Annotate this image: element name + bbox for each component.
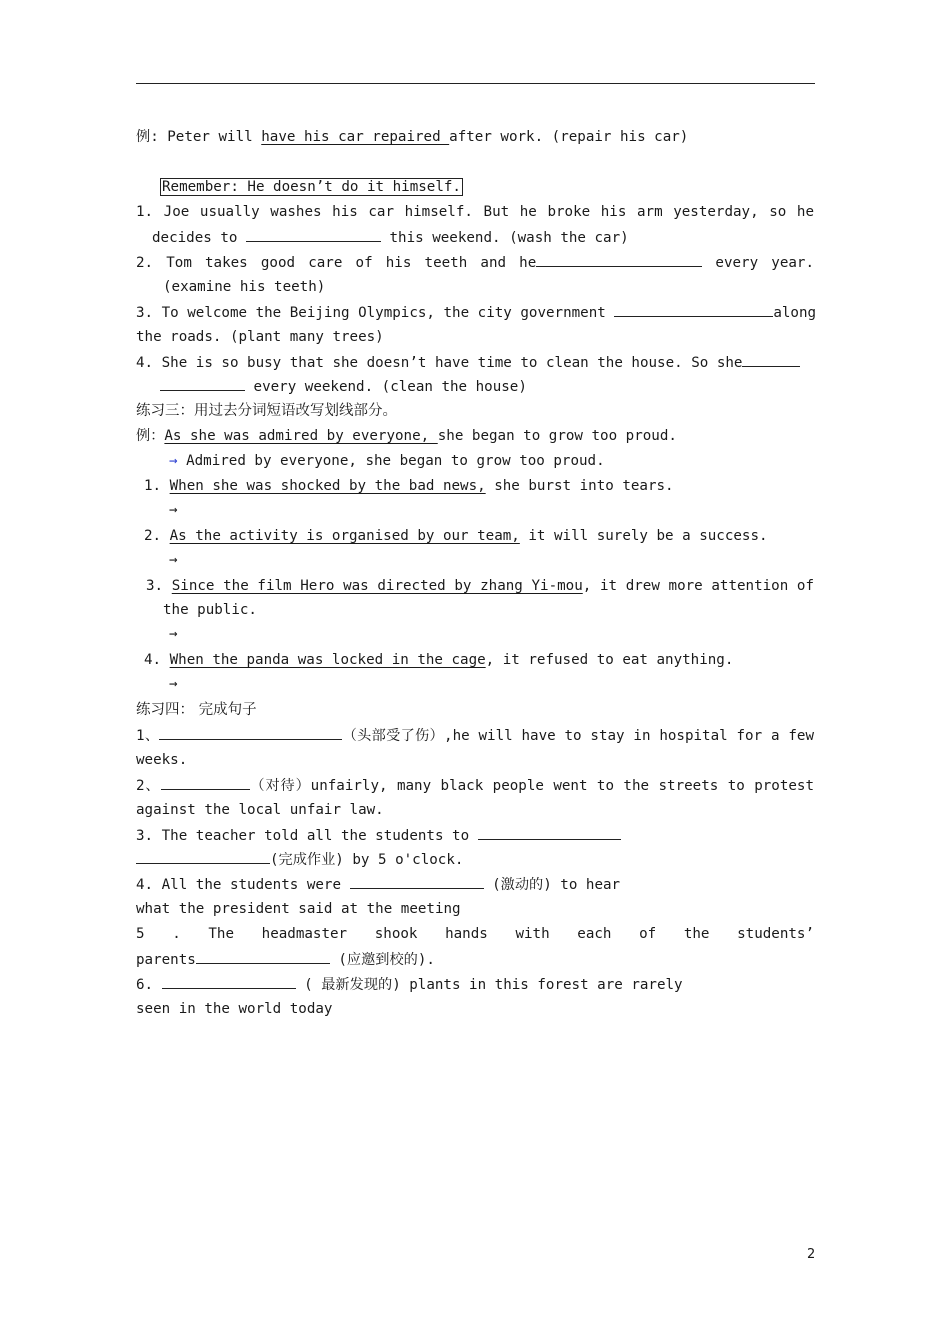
q1-line2 xyxy=(152,227,629,248)
exercise4-title: 练习四： 完成句子 xyxy=(136,702,257,718)
item-rest: she burst into tears. xyxy=(485,478,674,494)
item-number: 2、 xyxy=(136,778,161,794)
item-rest: , it refused to eat anything. xyxy=(485,652,734,668)
ex3-item-2 xyxy=(144,526,768,546)
q4-line1 xyxy=(136,352,800,373)
remember-box xyxy=(160,177,463,197)
ex3-item-1 xyxy=(144,476,674,496)
item-underlined: When the panda was locked in the cage xyxy=(169,652,486,668)
header-rule xyxy=(136,83,815,84)
ex4-s3-line2 xyxy=(136,849,463,870)
item-text: 6. xyxy=(136,977,162,993)
item-text: parents xyxy=(136,952,196,968)
arrow-icon: → xyxy=(169,453,178,469)
ex3-item-3-cont: the public. xyxy=(163,602,257,618)
item-text: 4. All the students were xyxy=(136,877,350,893)
ex4-s4-blank[interactable] xyxy=(350,874,484,889)
item-underlined: When she was shocked by the bad news, xyxy=(169,478,486,494)
item-text: (激动的) to hear xyxy=(483,877,621,893)
ex3-item-3 xyxy=(146,576,814,596)
q2-text-b: every year. xyxy=(702,255,815,271)
ex4-s4-line2: what the president said at the meeting xyxy=(136,901,461,917)
item-text: ( 最新发现的) plants in this forest are rarely xyxy=(295,977,683,993)
item-text: (完成作业) by 5 o'clock. xyxy=(270,852,464,868)
item-text: 3. The teacher told all the students to xyxy=(136,828,478,844)
page-number: 2 xyxy=(807,1247,816,1262)
item-rest: （对待）unfairly, many black people went to the streets to protest xyxy=(249,778,814,794)
remember-text: Remember: He doesn’t do it himself. xyxy=(162,179,461,195)
q2-line1 xyxy=(136,252,814,273)
item-rest: it will surely be a success. xyxy=(519,528,768,544)
q4-text-a: 4. She is so busy that she doesn’t have time to clean the house. So she xyxy=(136,355,743,371)
ex4-s3-line1 xyxy=(136,825,621,846)
q1-text-b: this weekend. (wash the car) xyxy=(380,230,629,246)
ex4-s2-blank[interactable] xyxy=(161,775,250,790)
exercise3-example-answer xyxy=(169,451,605,471)
item-text: (应邀到校的). xyxy=(329,952,435,968)
exercise3-example xyxy=(136,426,677,446)
example-sentence xyxy=(136,127,688,147)
arrow-icon: → xyxy=(169,626,178,642)
item-number: 2. xyxy=(144,528,170,544)
example-suffix: after work. (repair his car) xyxy=(449,129,689,145)
ex3-item-4 xyxy=(144,650,733,670)
q3-line2: the roads. (plant many trees) xyxy=(136,329,384,345)
q1-blank[interactable] xyxy=(246,227,381,242)
q2-blank[interactable] xyxy=(536,252,702,267)
q3-blank[interactable] xyxy=(614,302,773,317)
q4-line2 xyxy=(160,376,527,397)
item-number: 1. xyxy=(144,478,170,494)
ex4-s3-blank-1[interactable] xyxy=(478,825,621,840)
item-rest: , it drew more attention of xyxy=(582,578,814,594)
q2-line2: (examine his teeth) xyxy=(163,279,326,295)
ex4-s5-line1: 5 . The headmaster shook hands with each of the students’ xyxy=(136,926,814,942)
ex3-answer-text: Admired by everyone, she began to grow too proud. xyxy=(177,453,605,469)
ex4-s1 xyxy=(136,725,814,746)
q3-line1 xyxy=(136,302,816,323)
ex4-s1-blank[interactable] xyxy=(159,725,342,740)
ex4-s3-blank-2[interactable] xyxy=(136,849,270,864)
arrow-icon: → xyxy=(169,502,178,518)
q4-text-b: every weekend. (clean the house) xyxy=(245,379,527,395)
q2-text-a: 2. Tom takes good care of his teeth and he xyxy=(136,255,537,271)
q3-text-b: along xyxy=(773,305,817,321)
q4-blank-2[interactable] xyxy=(160,376,245,391)
ex4-s6-line1 xyxy=(136,974,683,995)
item-number: 4. xyxy=(144,652,170,668)
ex4-s4-line1 xyxy=(136,874,620,895)
example-underlined: have his car repaired xyxy=(261,129,450,145)
item-rest: （头部受了伤）,he will have to stay in hospital for a few xyxy=(342,728,814,744)
ex4-s6-blank[interactable] xyxy=(162,974,296,989)
item-underlined: As the activity is organised by our team, xyxy=(169,528,520,544)
q4-blank-1[interactable] xyxy=(742,352,800,367)
exercise3-title: 练习三：用过去分词短语改写划线部分。 xyxy=(136,403,397,419)
ex4-s5-blank[interactable] xyxy=(196,949,330,964)
arrow-icon: → xyxy=(169,676,178,692)
arrow-icon: → xyxy=(169,552,178,568)
ex3-example-underlined: As she was admired by everyone, xyxy=(164,428,438,444)
ex4-s1-cont: weeks. xyxy=(136,752,188,768)
q3-text-a: 3. To welcome the Beijing Olympics, the city government xyxy=(136,305,615,321)
q1-line1: 1. Joe usually washes his car himself. But he broke his arm yesterday, so he xyxy=(136,204,814,220)
q1-text-a: decides to xyxy=(152,230,246,246)
ex4-s2-cont: against the local unfair law. xyxy=(136,802,384,818)
example-prefix: 例: Peter will xyxy=(136,129,262,145)
item-number: 3. xyxy=(146,578,172,594)
ex4-s5-line2 xyxy=(136,949,435,970)
ex4-s6-line2: seen in the world today xyxy=(136,1001,333,1017)
ex3-example-prefix: 例： xyxy=(136,428,165,444)
ex4-s2 xyxy=(136,775,814,796)
ex3-example-suffix: she began to grow too proud. xyxy=(437,428,677,444)
item-number: 1、 xyxy=(136,728,160,744)
item-underlined: Since the film Hero was directed by zhang Yi-mou xyxy=(171,578,583,594)
